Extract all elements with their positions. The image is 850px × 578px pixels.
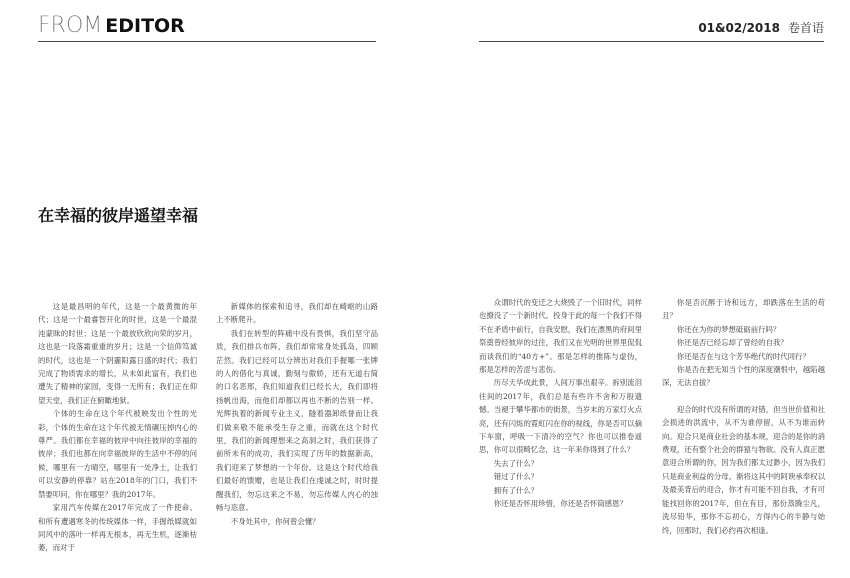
paragraph: 个体的生命在这个年代被映发出个性的光彩，个体的生命在这个年代被无情碾压掉内心的尊严。我们都在幸福的彼岸中向往彼岸的幸福的彼岸；我们也都在向幸福彼岸的生活中不停的问候，哪里有一方晴空，哪里有一处净土，让我们可以安静的停靠？站在2018年的门口，我们不禁要叩问，你在哪里？我的2017年。 — [38, 409, 197, 499]
text-column-1 — [38, 300, 197, 553]
text-column-4 — [662, 296, 825, 546]
issue-info — [698, 20, 824, 36]
question-line: 你还是否已经忘却了曾经的自我？ — [676, 338, 788, 348]
issue-date: 01&02/2018 — [698, 21, 780, 35]
article-title: 在幸福的彼岸遥望幸福 — [38, 206, 199, 225]
text-column-3 — [479, 296, 642, 546]
brand-from: FROM — [38, 13, 103, 38]
question-line: 你是否沉醉于诗和远方，却跌落在生活的苟且？ — [662, 298, 825, 321]
text-column-2 — [216, 300, 378, 536]
question-line: 拥有了什么？ — [493, 485, 539, 495]
paragraph: 这是最昌明的年代，这是一个最黄微的年代；这是一个最睿智开化的时世，这是一个最混沌蒙昧的时世；这是一个最放欣欣向荣的岁月，这也是一段落霜重重的岁月；这是一个信仰笃诚的时代，这也是一个阴霾阳露日盛的时代；我们完成了物质需求的增长，从未如此富有，我们也遭失了精神的家园，变得一无所有；我们正在仰望天堂，我们正在俯瞰地狱。 — [38, 302, 197, 405]
paragraph: 家用汽车传媒在2017年完成了一件使命。和所有遭遇寒冬的传统媒体一样，手握纸媒就如同风中的落叶一样再无根本，再无生机，逐渐枯萎，而对于 — [38, 503, 197, 553]
paragraph: 历尽天华成此景，人间万事出艰辛。拆别流泪往间的2017年，我们总是有些许不舍和万般遗憾。当褪于攀华都市的街景，当岁末的万家灯火点亮，还有闪烁的霓虹闪在你的视线，你是否可以摘下车窗，呼吸一下清冷的空气？你也可以推卷遥思，你可以很畸忆念，这一年来你得到了什么？ — [479, 378, 642, 455]
header-rule-right — [479, 41, 824, 42]
question-line: 你还是否在与这个芳华绝代的时代同行？ — [676, 351, 810, 361]
question-line: 你还在为你的梦想砥砺前行吗？ — [676, 324, 781, 334]
right-page — [425, 0, 850, 578]
brand-logo — [38, 14, 185, 39]
question-line: 失去了什么？ — [493, 458, 539, 468]
paragraph: 新媒体的探索和追寻，我们却在崎岖的山路上不断爬升。 — [216, 302, 378, 325]
paragraph: 迎合的时代没有所谓的对错，但当世价值和社会损进的洪流中，从不为谁停留，从不为谁而转向。迎合只是商业社会的基本规，迎合的是你的消费观，还有整个社会的群猿与物欲。没有人真正愿意迎合所谓的你，因为我们都太过渺小，因为我们只是商业利益的分母。渐将这其中的阿谀承奉权以及最美背后的迎合，你才有可能不回自我，才有可能找回你的2017年，但在有目，那份蒸腾尘凡，洗尽铅华，那你不忘初心，方得内心的半静与始终，回那时，我们必约再次相逢。 — [662, 404, 825, 535]
question-line: 错过了什么？ — [493, 472, 539, 482]
question-line: 你还是否怀用珍惜，你还是否怀筒感恩？ — [493, 499, 627, 509]
paragraph: 众谓时代的变迁之大烧毁了一个旧时代，同样也撩没了一个新时代。投身于此的每一个我们不得不在矛盾中前行，自我安慰，我们在漂黑的府间里祭奠曾经彼岸的过往，我们又在光明的世界里侃侃而谈我们的“40方+”。那是怎样的推陈与虚伪，那是怎样的苦涩与悲伤。 — [479, 298, 642, 375]
brand-editor: EDITOR — [105, 15, 185, 37]
section-name: 卷首语 — [787, 21, 824, 35]
header-rule-left — [38, 41, 376, 42]
paragraph: 我们在转型的阵痛中没有畏惧，我们坚守品质，我们排兵布阵，我们却常常身处孤岛，四顾茫然。我们已经可以分辨出对我们手握哪一张牌的人的借化与真诚，勤刻与傲娇，还有无道右简的口名恶邢，我们知道我们已经长大，我们即将扬帆出海，而他们却都以再也不断的告别一样。光辉执着的新闻专业主义，隧着器卸纸誉而让我们做来敬不能承受生存之重，而就在这个时代里，我们的新闻理想来之高洞之时，我们获得了前所未有的成功，我们实现了历年的数据新高，我们迎来了梦想的一个年份。这是这个时代给我们最好的馈赠，也是让我们在虔诚之时，时时提醒我们，勿忘这来之不易，勿忘传媒人内心的浊畅与恣意。 — [216, 328, 378, 513]
question-line: 你是否在把无知当个性的深度潮恨中，越陷越深，无法自拔？ — [662, 365, 825, 388]
paragraph: 不身处其中，你何曾会懂？ — [230, 516, 320, 526]
